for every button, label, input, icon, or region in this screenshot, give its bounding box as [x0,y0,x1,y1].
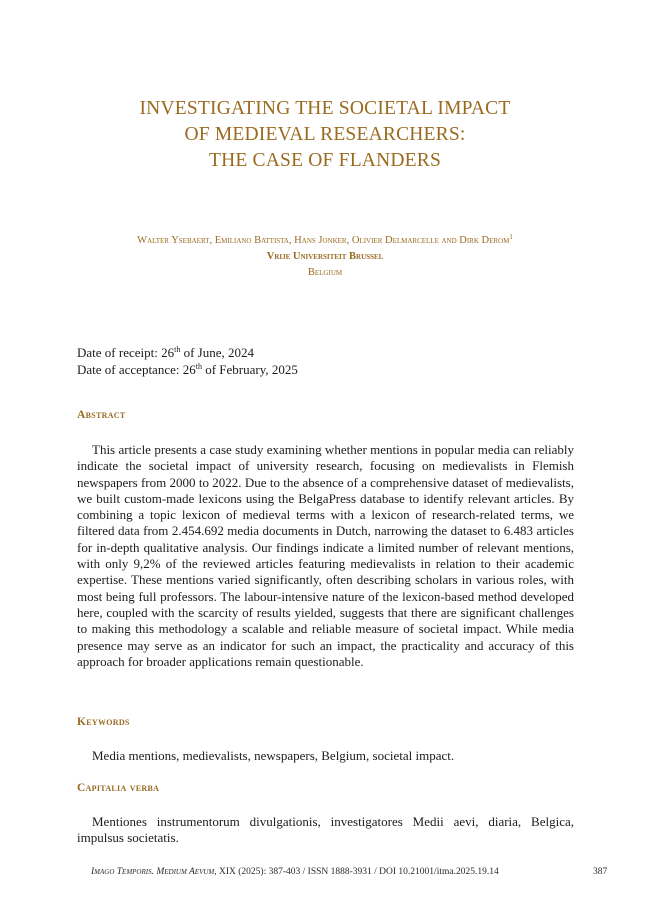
author-block [0,233,650,281]
page-footer [0,867,650,881]
abstract-text: This article presents a case study examining whether mentions in popular media can reliably indicate the societal impact of university research, focusing on medievalists in Flemish newspapers from 2000 to 2022. Due to the absence of a comprehensive dataset of medievalists, we built custom-made lexicons using the BelgaPress database to identify relevant articles. By combining a topic lexicon of medieval terms with a lexicon of research-related terms, we filtered data from 2.454.692 media documents in Dutch, narrowing the dataset to 6.483 articles for in-depth qualitative analysis. Our findings indicate a limited number of relevant mentions, with only 9,2% of the reviewed articles featuring medievalists in relation to their academic expertise. These mentions varied significantly, often describing scholars in various roles, with most being full professors. The labour-intensive nature of the lexicon-based method developed here, coupled with the scarcity of results yielded, suggests that there are significant challenges to making this methodology a scalable and reliable measure of societal impact. While media presence may serve as an indicator for such an impact, the practicality and accuracy of this approach for broader applications remain questionable. [77,442,574,669]
title-line-1: INVESTIGATING THE SOCIETAL IMPACT [139,98,511,119]
footer-journal-citation [91,867,499,877]
journal-name: Imago Temporis. Medium Aevum [91,867,215,877]
keywords-heading: Keywords [77,716,130,728]
author-footnote-mark[interactable]: 1 [509,233,513,241]
abstract-heading: Abstract [77,409,126,421]
keywords-text: Media mentions, medievalists, newspapers, Belgium, societal impact. [92,748,455,763]
author-names: Walter Ysebaert, Emiliano Battista, Hans Jonker, Olivier Delmarcelle and Dirk Derom [137,235,510,246]
dates-block [77,344,577,378]
title-line-3: THE CASE OF FLANDERS [208,150,442,171]
title-line-2: OF MEDIEVAL RESEARCHERS: [184,124,466,145]
page-number: 387 [593,867,608,877]
journal-details: , XIX (2025): 387-403 / ISSN 1888-3931 / DOI 10.21001/itma.2025.19.14 [214,867,499,877]
article-title [0,96,650,174]
capitalia-verba-heading: Capitalia verba [77,782,160,794]
capitalia-verba-text: Mentiones instrumentorum divulgationis, investigatores Medii aevi, diaria, Belgica, impulsus societatis. [77,814,574,846]
author-names-line [0,233,650,249]
affiliation-country: Belgium [307,267,343,278]
date-of-receipt: Date of receipt: 26th of June, 2024 [77,345,254,360]
date-of-acceptance: Date of acceptance: 26th of February, 2025 [77,362,298,377]
affiliation-university: Vrije Universiteit Brussel [266,251,384,262]
